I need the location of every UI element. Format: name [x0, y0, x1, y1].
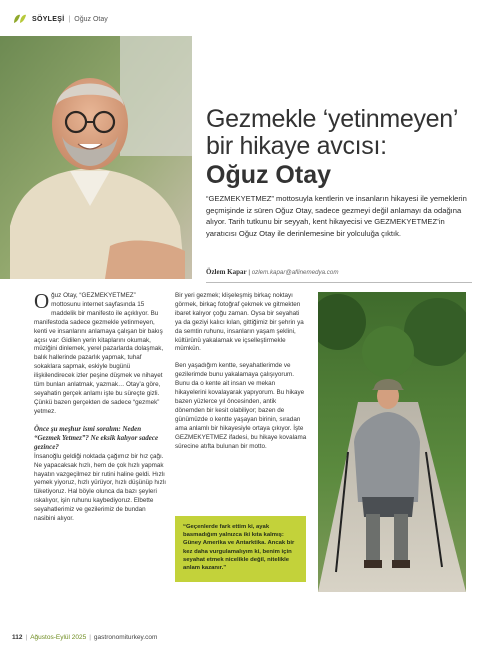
header-author-tag: Oğuz Otay — [74, 15, 108, 23]
header-separator: | — [68, 15, 71, 23]
footer-separator-2: | — [89, 634, 91, 641]
dropcap: O — [34, 289, 50, 313]
headline-line-2: bir hikaye avcısı: — [206, 132, 387, 160]
column-1-paragraph-1 — [34, 289, 166, 417]
section-header — [12, 12, 108, 26]
footer-separator-1: | — [25, 634, 28, 641]
pull-quote-text: “Geçenlerde fark ettim ki, ayak basmadığım yalnızca iki kıta kalmış: Güney Amerika ve Antarktika. Ancak bir kez daha vurgulamalıyım ki, benim için seyahat etmek nicelikle değil, nitelikle anlam kazanır.” — [183, 524, 295, 572]
issue-date: Ağustos-Eylül 2025 — [30, 634, 87, 641]
column-2-paragraph-1: Bir yeri gezmek; klişeleşmiş birkaç noktayı görmek, birkaç fotoğraf çekmek ve gitmekten ibaret kalıyor çoğu zaman. Oysa bir seyahati ya da geziyi kalıcı kılan, gittiğimiz bir şehrin ya da semtin ruhunu, insanların yaşam şeklini, kültürünü yakalamak ve içselleştirmekle mümkün. — [175, 292, 304, 353]
column-2-paragraph-2: Ben yaşadığım kentte, seyahatlerimde ve gezilerimde bunu yakalamaya çalışıyorum. Bunu da o kente ait insan ve mekan hikayelerini kovalayarak yapıyorum. Bu hikaye bazen yüzlerce yıl öncesinden, antik dönemden bir kesit olabiliyor; bazen de günümüzde o kentte yaşayan birinin, sıradan ama anlamlı bir hikayesiyle ortaya çıkıyor. İşte GEZMEKYETMEZ ifadesi, bu hikaye kovalama sürecine atıfta bulunan bir motto. — [175, 362, 307, 450]
interview-question: Önce şu meşhur ismi soralım: Neden “Gezmek Yetmez”? Ne eksik kalıyor sadece gezince? — [34, 424, 159, 451]
byline-separator: | — [248, 269, 250, 276]
page-footer — [12, 634, 157, 641]
page-number: 112 — [12, 634, 23, 641]
article-column-2 — [175, 292, 307, 459]
hiking-photo — [318, 292, 466, 592]
portrait-photo — [0, 36, 192, 279]
headline — [206, 106, 476, 190]
byline-divider — [206, 282, 472, 283]
section-label: SÖYLEŞİ — [32, 15, 65, 23]
byline-name: Özlem Kapar — [206, 268, 247, 276]
lead-paragraph: “GEZMEKYETMEZ” mottosuyla kentlerin ve insanların hikayesi ile yemeklerin geçmişinde iz süren Oğuz Otay, sadece gezmeyi değil anlamayı da odağına alıyor. Tarih tutkunu bir seyyah, kent hikayecisi ve GEZMEKYETMEZ’in yaratıcısı Oğuz Otay ile derinlemesine bir yolculuğa çıktık. — [206, 194, 467, 238]
website-link[interactable]: gastronomiturkey.com — [93, 634, 158, 641]
byline — [206, 268, 338, 276]
column-1-paragraph-2: İnsanoğlu geldiği noktada çağımız bir hız çağı. Ne yapacaksak hızlı, hem de çok hızlı yapmak hayatın vazgeçilmez bir rutini haline geldi. Hızlı yemek yiyoruz, hızlı yürüyor, hızlı düşünüp hızlı tüketiyoruz. Hal böyle olunca da bazı şeyleri ıskalıyor, işin ruhunu kaybediyoruz. Elbette seyahatlerimiz ve gezilerimiz de bundan nasibini alıyor. — [34, 452, 166, 523]
article-column-1 — [34, 289, 166, 532]
pull-quote — [175, 516, 306, 582]
leaf-logo-icon — [12, 13, 28, 25]
byline-email[interactable]: ozlem.kapar@aflinemedya.com — [251, 269, 339, 276]
headline-line-1: Gezmekle ‘yetinmeyen’ — [206, 105, 459, 133]
column-1-text-1: ğuz Otay, “GEZMEKYETMEZ” mottosunu internet sayfasında 15 maddelik bir manifesto ile açıklıyor. Bu manifestoda sadece gezmekle yetinmeyen, kenti ve insanlarını anlamaya çalışan bir bakış açısı var: Gidilen yerin kitaplarını okumak, müziğini dinlemek, yerel pazarlarda dolaşmak, balık hallerinde pazarlık yapmak, tuhaf sokaklara sapmak, eskiyle bugünü ilişkilendirecek izler peşine düşmek ve nihayet tüm bunları anlatmak, yazmak… Otay’a göre, seyahatin gerçek anlamı işte bu süreçte gizli. Çünkü bazen gerçekten de sadece “gezmek” yetmez. — [34, 292, 164, 415]
headline-line-3: Oğuz Otay — [206, 161, 332, 189]
